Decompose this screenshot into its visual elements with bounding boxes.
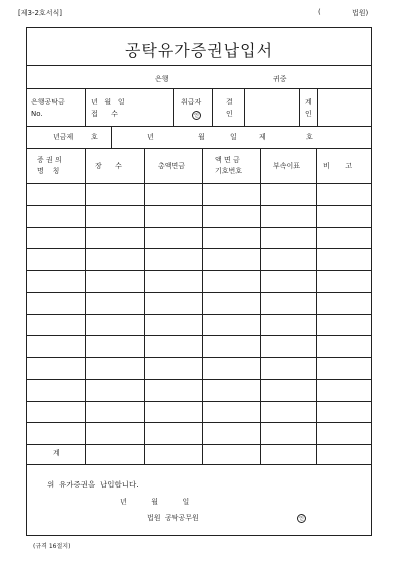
header-face-value: 액 면 금 <box>215 156 240 164</box>
table-row-rule <box>27 270 371 271</box>
table-row-rule <box>27 422 371 423</box>
official-seal-icon: 인 <box>297 514 306 523</box>
table-row-rule <box>27 205 371 206</box>
table-row-rule <box>27 379 371 380</box>
rule-total-bottom <box>27 464 371 465</box>
deposit-no-abbr: No. <box>31 110 43 118</box>
case-je-label: 제 <box>259 133 266 141</box>
table-row-rule <box>27 401 371 402</box>
account-seal-label: 인 <box>305 110 312 118</box>
deposit-no-label: 은행공탁금 <box>31 98 65 106</box>
case-divider <box>111 126 112 148</box>
form-number: [제3-2호서식] <box>18 9 62 17</box>
info-divider-3 <box>212 88 213 126</box>
header-count: 장 수 <box>95 162 122 170</box>
table-row-rule <box>27 357 371 358</box>
info-divider-4 <box>244 88 245 126</box>
col-divider-3 <box>202 148 203 464</box>
info-divider-1 <box>85 88 86 126</box>
header-coupon: 부속이표 <box>273 162 301 170</box>
case-ho-label: 호 <box>91 133 98 141</box>
table-row-rule <box>27 248 371 249</box>
case-year2-label: 년 <box>147 133 154 141</box>
table-row-rule <box>27 444 371 445</box>
statement-text: 위 유가증권을 납입합니다. <box>47 480 139 489</box>
bank-label: 은행 <box>155 75 169 83</box>
table-row-rule <box>27 314 371 315</box>
header-note: 비 고 <box>323 162 353 170</box>
header-security-name-2: 명 칭 <box>37 167 60 175</box>
recipient-label: 귀중 <box>273 75 287 83</box>
col-divider-2 <box>144 148 145 464</box>
table-row-rule <box>27 335 371 336</box>
form-title: 공탁유가증권납입서 <box>124 41 274 60</box>
account-label: 계 <box>305 98 312 106</box>
receipt-label: 접 수 <box>91 110 118 118</box>
col-divider-5 <box>316 148 317 464</box>
col-divider-4 <box>260 148 261 464</box>
header-security-name: 증 권 의 <box>37 156 62 164</box>
handler-seal-icon: 인 <box>192 111 201 120</box>
case-year-label: 년금제 <box>53 133 74 141</box>
info-divider-2 <box>173 88 174 126</box>
paper-size-note: (규격 16절지) <box>33 543 71 550</box>
statement-official: 법원 공탁공무원 <box>147 514 199 522</box>
handler-label: 취급자 <box>181 98 202 106</box>
header-total: 총액면금 <box>158 162 186 170</box>
court-paren: ( <box>318 8 321 16</box>
table-row-rule <box>27 292 371 293</box>
rule-info-bottom <box>27 126 371 127</box>
rule-title-bottom <box>27 65 371 66</box>
statement-date: 년 월 일 <box>120 498 190 506</box>
date-label: 년 월 일 <box>91 98 125 106</box>
header-serial: 기호번호 <box>215 167 243 175</box>
approver-seal-label: 인 <box>226 110 233 118</box>
case-ho2-label: 호 <box>306 133 313 141</box>
court-label: 법원) <box>352 9 369 17</box>
deposit-form <box>26 27 372 536</box>
table-row-rule <box>27 227 371 228</box>
rule-case-bottom <box>27 148 371 149</box>
rule-header-bottom <box>27 183 371 184</box>
approver-label: 결 <box>226 98 233 106</box>
total-label: 계 <box>53 449 60 457</box>
rule-bank-bottom <box>27 88 371 89</box>
info-divider-6 <box>317 88 318 126</box>
col-divider-1 <box>85 148 86 464</box>
info-divider-5 <box>299 88 300 126</box>
case-day-label: 일 <box>230 133 237 141</box>
case-month-label: 월 <box>198 133 205 141</box>
